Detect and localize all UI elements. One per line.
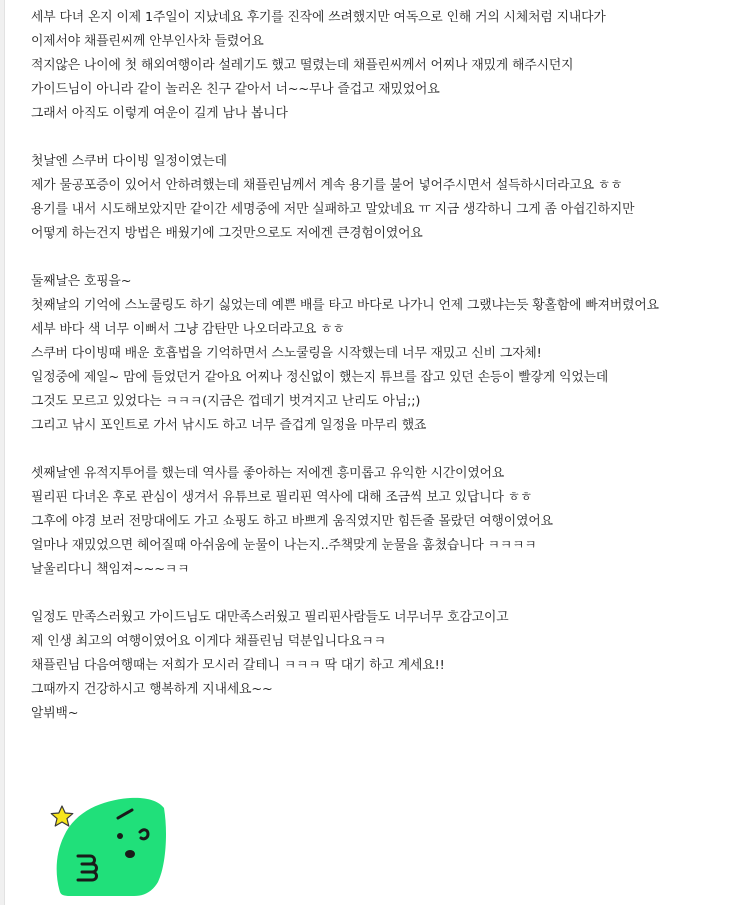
text-line: 채플린님 다음여행때는 저희가 모시러 갈테니 ㅋㅋㅋ 딱 대기 하고 계세요!! <box>31 658 445 673</box>
post-body <box>31 6 735 750</box>
text-line: 셋째날엔 유적지투어를 했는데 역사를 좋아하는 저에겐 흥미롭고 유익한 시간이였어요 <box>31 466 505 481</box>
text-line: 어떻게 하는건지 방법은 배웠기에 그것만으로도 저에겐 큰경험이였어요 <box>31 226 423 241</box>
text-line: 그것도 모르고 있었다는 ㅋㅋㅋ(지금은 껍데기 벗겨지고 난리도 아님;;) <box>31 394 421 409</box>
text-line: 제가 물공포증이 있어서 안하려했는데 채플린님께서 계속 용기를 불어 넣어주시면서 설득하시더라고요 ㅎㅎ <box>31 178 623 193</box>
text-line: 둘째날은 호핑을~ <box>31 274 132 289</box>
paragraph-intro <box>31 6 735 126</box>
text-line: 이제서야 채플린씨께 안부인사차 들렸어요 <box>31 34 264 49</box>
text-line: 첫날엔 스쿠버 다이빙 일정이였는데 <box>31 154 227 169</box>
mouth <box>125 850 135 858</box>
text-line: 제 인생 최고의 여행이였어요 이게다 채플린님 덕분입니다요ㅋㅋ <box>31 634 386 649</box>
text-line: 날울리다니 책임져~~~ㅋㅋ <box>31 562 190 577</box>
text-line: 가이드님이 아니라 같이 놀러온 친구 같아서 너~~무나 즐겁고 재밌었어요 <box>31 82 440 97</box>
text-line: 첫째날의 기억에 스노쿨링도 하기 싫었는데 예쁜 배를 타고 바다로 나가니 언제 그랬냐는듯 황홀함에 빠져버렸어요 <box>31 298 659 313</box>
text-line: 알뷔백~ <box>31 706 79 721</box>
text-line: 용기를 내서 시도해보았지만 같이간 세명중에 저만 실패하고 말았네요 ㅠ 지금 생각하니 그게 좀 아쉽긴하지만 <box>31 202 635 217</box>
text-line: 세부 바다 색 너무 이뻐서 그냥 감탄만 나오더라고요 ㅎㅎ <box>31 322 345 337</box>
winking-character-sticker <box>48 792 178 902</box>
text-line: 그리고 낚시 포인트로 가서 낚시도 하고 너무 즐겁게 일정을 마무리 했죠 <box>31 418 427 433</box>
text-line: 얼마나 재밌었으면 헤어질때 아쉬움에 눈물이 나는지..주책맞게 눈물을 훔쳤습니다 ㅋㅋㅋㅋ <box>31 538 537 553</box>
paragraph-day-one <box>31 150 735 246</box>
text-line: 일정도 만족스러웠고 가이드님도 대만족스러웠고 필리핀사람들도 너무너무 호감고이고 <box>31 610 509 625</box>
paragraph-closing <box>31 606 735 726</box>
text-line: 적지않은 나이에 첫 해외여행이라 설레기도 했고 떨렸는데 채플린씨께서 어찌나 재밌게 해주시던지 <box>31 58 574 73</box>
sticker-icon <box>48 792 178 902</box>
text-line: 일정중에 제일~ 맘에 들었던거 같아요 어찌나 정신없이 했는지 튜브를 잡고 있던 손등이 빨갛게 익었는데 <box>31 370 609 385</box>
text-line: 그후에 야경 보러 전망대에도 가고 쇼핑도 하고 바쁘게 움직였지만 힘든줄 몰랐던 여행이였어요 <box>31 514 553 529</box>
text-line: 그때까지 건강하시고 행복하게 지내세요~~ <box>31 682 273 697</box>
paragraph-day-two <box>31 270 735 438</box>
dot-eye <box>117 833 123 839</box>
text-line: 스쿠버 다이빙때 배운 호흡법을 기억하면서 스노쿨링을 시작했는데 너무 재밌고 신비 그자체! <box>31 346 542 361</box>
text-line: 세부 다녀 온지 이제 1주일이 지났네요 후기를 진작에 쓰려했지만 여독으로 인해 거의 시체처럼 지내다가 <box>31 10 606 25</box>
character-body <box>57 798 166 896</box>
paragraph-day-three <box>31 462 735 582</box>
left-border <box>0 0 5 905</box>
star-icon <box>51 806 73 826</box>
text-line: 그래서 아직도 이렇게 여운이 길게 남나 봅니다 <box>31 106 288 121</box>
text-line: 필리핀 다녀온 후로 관심이 생겨서 유튜브로 필리핀 역사에 대해 조금씩 보고 있답니다 ㅎㅎ <box>31 490 533 505</box>
